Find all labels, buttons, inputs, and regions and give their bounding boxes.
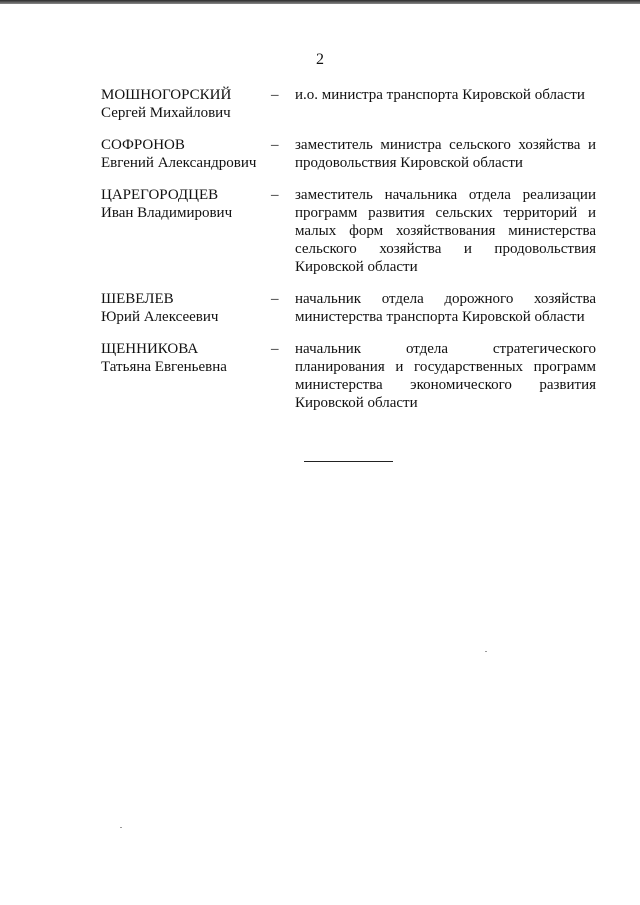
dash-separator: – (271, 187, 279, 203)
list-item (101, 136, 596, 172)
page-number: 2 (316, 51, 324, 68)
list-item (101, 340, 596, 412)
surname: ШЕВЕЛЕВ (101, 291, 174, 307)
closing-rule (304, 461, 393, 462)
surname: ЦАРЕГОРОДЦЕВ (101, 187, 219, 203)
position-title: начальник отдела стратегического планирования и государственных программ министерства экономического развития Кировской области (295, 341, 596, 411)
personnel-list (101, 86, 596, 412)
given-name: Евгений Александрович (101, 155, 257, 171)
person-name (101, 290, 271, 326)
given-name: Сергей Михайлович (101, 105, 231, 121)
list-item (101, 186, 596, 276)
dash-separator: – (271, 291, 279, 307)
given-name: Иван Владимирович (101, 205, 233, 221)
surname: ЩЕННИКОВА (101, 341, 199, 357)
position-title: и.о. министра транспорта Кировской области (295, 87, 585, 103)
surname: МОШНОГОРСКИЙ (101, 87, 232, 103)
surname: СОФРОНОВ (101, 137, 185, 153)
list-item (101, 290, 596, 326)
given-name: Татьяна Евгеньевна (101, 359, 227, 375)
list-item (101, 86, 596, 122)
person-name (101, 186, 271, 222)
scan-top-edge (0, 0, 640, 4)
position-title: начальник отдела дорожного хозяйства министерства транспорта Кировской области (295, 291, 596, 325)
given-name: Юрий Алексеевич (101, 309, 219, 325)
person-name (101, 86, 271, 122)
scan-speck (485, 651, 487, 652)
dash-separator: – (271, 87, 279, 103)
dash-separator: – (271, 137, 279, 153)
person-name (101, 136, 271, 172)
position-title: заместитель начальника отдела реализации программ развития сельских территорий и малых форм хозяйствования министерства сельского хозяйства и продовольствия Кировской области (295, 187, 596, 275)
dash-separator: – (271, 341, 279, 357)
scan-speck (120, 827, 122, 828)
person-name (101, 340, 271, 376)
position-title: заместитель министра сельского хозяйства и продовольствия Кировской области (295, 137, 596, 171)
